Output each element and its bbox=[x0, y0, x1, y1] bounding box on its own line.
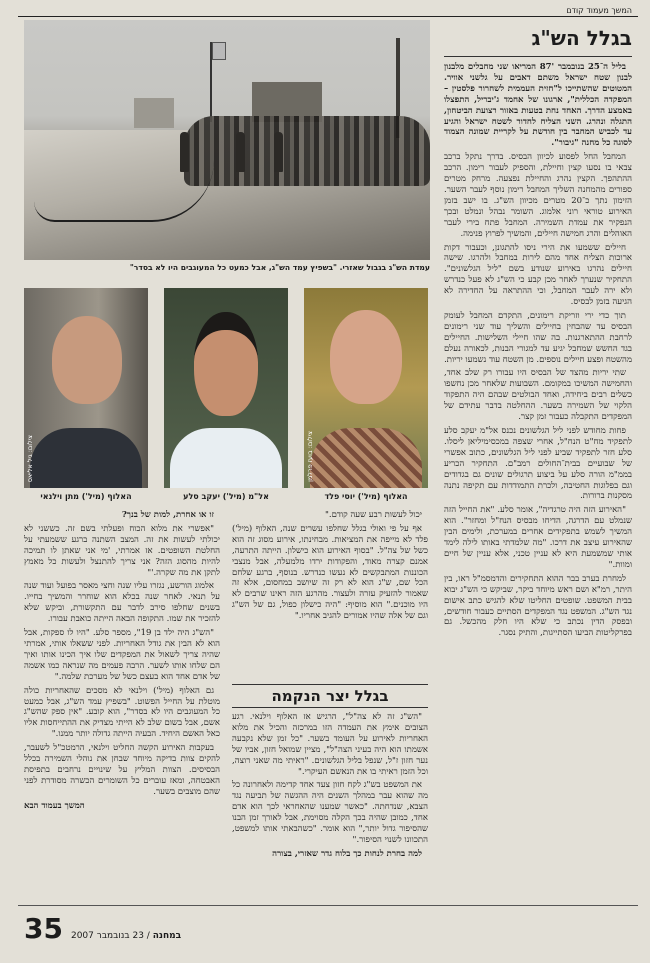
paragraph: "הש"ג היה ילד בן 19", מספר סלע. "היו לו ספקות, אבל הוא לא הבין את גודל האחריות. לפני ששאלו אותי, אמרתי שהיה צריך לשאול את המפקדים שלו איך הכינו אותו ואיך הם שלחו אותו לשער. הרבה פעמים מה שנראה כמו אשמה של אדם אחד הוא בעצם כשל של מערכת שלמה." bbox=[24, 628, 220, 682]
paragraph: פחות מחודש לפני ליל הגלשונים נכנס אל"מ יעקב סלע לתפקיד מח"ט הנח"ל, אחרי שצפה במכסימיליאן ליסלו. סלע חזר לתפקיד שביע לפני ליל הגלשונים, כתוב אפשרי של שבועיים בבית־החולים רמב"ם. התחקיר הכריע בממ"מ הורה סלע על ביצוע תרגולים שונים גם בגדודים וגם בפלוגות החטיבה, ולכרת התמודדות עם תקיפה נתנה מסקנות ברורות. bbox=[444, 426, 632, 502]
paragraph: "הש"ג זה לא צה"ל", הרגיש אז האלוף וילנאי. רגע הצובים אימץ את העמדה הזו במרכזה והכיל את מלוא האחריות לאירוע על העומד בשער. "כל זמן שלא נקבעה אשמתו הוא היה בעיני הצה"ל", מציין שמואל חזון, אביו של נער חזון ז"ל, שנפל בליל הגלשונים. "ראיתי מה שאני רוצה, וכל הזמן ראיתי בו את הנאשם העיקרי." bbox=[232, 712, 428, 777]
paragraph: תוך כדי ירי וזריקת רימונים, התקדם המחבל לעומק הבסיס עד שהבחין בחיילים והשליך עוד שני רימונים לרחבת ההתארגנות. בה שהו חיילי השלישות. החיילים בגד החשש שמחבל יגיע עד למגורי הבנות, לכאורה נעלם מהשטח ופצע חיילים נוספים. מן השטח עוד נשמעו יריות. bbox=[444, 310, 632, 365]
page-number: 35 bbox=[24, 912, 63, 945]
article-headline: בגלל הש"ג bbox=[531, 26, 632, 50]
paragraph: את המשפט בש"ג לקח חזון צעד אחד קדימה ולאחרונה כל מה שהוא עבר במהלך השנים היה ההגשה של תביעה נגד הצבא, שנדחתה. "כאשר שמענו שהאחראי לכך הוא אדם אחד, כמובן שהיה בכך הקלה מסוימת, אבל לאורך זמן הבנו שהסיפור גדול יותר," הוא אומר. "כשהבאתי אותו למשפט, התכוונו לשנוי הסיפור." bbox=[232, 780, 428, 845]
checkpoint-photo bbox=[24, 20, 430, 260]
paragraph: "אפשרי את מלוא הכוח ופעלתי בשם זה. כששני לא יכולתי לעשות את זה. המצב השתנה ברגע ששמעתי על החלטת השופטים. אז אמרתי, 'מי אני שאתן לו תמיכה להיות מהסוג הזה? אני צריך להתנצל ולעשות כל מאמץ לתקן את מה שקרה.'" bbox=[24, 523, 220, 578]
column-2-top bbox=[232, 510, 428, 680]
portrait-vilnai bbox=[24, 288, 148, 488]
flag-icon bbox=[210, 42, 212, 122]
column-3 bbox=[24, 510, 220, 898]
issue-date: 23 בנובמבר 2007 bbox=[70, 931, 144, 941]
paragraph: למחרת בערב בבר ההוא התחקירים והדמסמ"ל ראו, בין היתר, רמ"א ושם ראש מיוחד ביקר, שביקש כי הש"ג יבוא בבית המשפט. שופטים החליטו שלא להגיש כתב אישום נגד הש"ג. המשפט נגד המפקדים הסתיים כעבור חודשים, ובפסק הדין נכתב כי שלא היו חלק מהכשל. גם בפרקליטות הביעו הסתייגות, והתיק נסגר. bbox=[444, 573, 632, 639]
paragraph: "האירוע הזה היה טרגדיה", אומר סלע. "את החייל הזה שנמלט עם הדרגה, הדיחו מבסיס הנח"ל ומחזר". הוא המשיך לשמש בתפקידים אחרים במערכת, ולימים הבין שהאירוע עיצב את דרכו. "מה שלמדתי באותו לילה לימד אותי שמשמעת היא לא עניין טכני, אלא עניין של חיים ומוות." bbox=[444, 505, 632, 570]
paragraph: המחבל החל לפסוע לכיוון הבסיס. בדרך נתקל ברכב צבאי בו נסעו קצין וחיילת, והספיק לעבור רימון. הרכב ההתהפך. הקצין נהרג והחיילת נפצעה. מרחק מטרים ספורים מהמחנה השליך המחבל רימון נוסף לעבר השער. הזימון נתך כ־20 מטרים מכיוון הש"ג. בו ישב בזמן האירוע טוראי רוני אלמוג. השומר נבהל ונמלט ובכך הנפקיר את עמדת השמירה. המחבל פתח בירי לעבר האוהלים והרג חמישה חיילים, והמשיך לפרוץ פנימה. bbox=[444, 152, 632, 239]
subheadline: בגלל יצר הנקמה bbox=[232, 684, 428, 708]
paragraph: יכול לעשות רבע שעה קודם." bbox=[324, 510, 422, 520]
paragraph: אלמוג הורשע, נגזרו עליו שנה וחצי מאסר בפועל ועוד שנה על תנאי. לאחר שנה בכלא הוא שוחרר והמשיך בחייו. בשנים שחלפו סירב לדבר עם התקשורת, וביקש שלא להזכיר את שמו. התקופה הבאה הייתה כואבת עבורו. bbox=[24, 581, 220, 625]
publication-name: במחנה bbox=[152, 931, 182, 941]
paragraph: שתי יריות מהצד של הבסיס היו עבורו רק שלב אחד, והחמישה המשיכו במקומם. השבועות שלאחר מכן נחשפו כשלים רבים ביחידה, ואחד הבולטים שבהם היה התפקוד הלקוי של השמירה בשער. ההחלטה בדבר עתידם של המפקדים התקבלה כעבור זמן קצר. bbox=[444, 368, 632, 423]
portrait-peled bbox=[304, 288, 428, 488]
column-2-bottom bbox=[232, 712, 428, 898]
top-rule bbox=[18, 16, 638, 17]
interview-question: זו או אחרת, למות של בנך? bbox=[121, 510, 214, 520]
page-footer bbox=[24, 912, 181, 945]
footer-meta: במחנה / 23 בנובמבר 2007 bbox=[70, 931, 182, 941]
photo-credit: צילום: בועז פרלמן bbox=[306, 431, 314, 482]
interview-question: למה בחרת לנחות כך בלוח גדר שאזרי, בצורה bbox=[272, 848, 422, 859]
paragraph: אף על פי ואולי בגלל שחלפו עשרים שנה, האלוף (מיל') פלד לא מייפה את המציאות. מבחינתו, אירוע מסוג זה הוא כשל של צה"ל. "בסוף האירוע הוא כישלון. הייתה התרעה, אמנם קצרה מאוד, והפקודות ירדו מלמעלה, אבל מנצבי הכוננות המתבקשים לא נעשו כנדרש. בנוסף, ברגע שלחם הכל שם, ש"ג הוא לא רק זה שיושב במחסום, אלא זה שאמור להזעיק עזרה ולעצור. מהרגע הזה ראינו שרבים לא היו מוכנים." הוא מוסיף: "היה כישלון כפול, גם של הש"ג וגם של אלה שהיו אמורים להגיב אחריו." bbox=[232, 523, 428, 622]
photo-credit: צילום: גיל אליאס bbox=[26, 434, 34, 482]
continued-from-label: המשך מעמוד קודם bbox=[566, 6, 632, 15]
photo-caption: עמדת הש"ג בגבול שאזרי. "בשפיץ עמד הש"ג, אבל כמעט כל המעוגבים היו לא בסדר" bbox=[129, 263, 430, 272]
continued-next-label: המשך בעמוד הבא bbox=[24, 800, 85, 811]
portrait-sela bbox=[164, 288, 288, 488]
paragraph: חיילים ששמעו את הירי ניסו להתגונן, וכעבור דקות ארוכות הצליח אחד מהם לירות במחבל ולהרגו. שישה חיילים נהרגו באירוע שנודע בשם "ליל הגלשונים". התחקיר שנערך לאחר מכן קבע כי הש"ג לא פעל כנדרש ולא ירה לעבר המחבל, וכי ההתראה על החדירה לא הגיעה בזמן לבסיס. bbox=[444, 242, 632, 308]
paragraph: גם האלוף (מיל') וילנאי לא מסכים שהאחריות כולה מוטלת על החייל הפשוט. "בשפיץ עמד הש"ג, אבל כמעט כל המעוגבים היו לא בסדר", הוא קובע. "אין ספק שהש"ג אשם, אבל בשום שלב לא הייתי מצדיק את ההתייחסות אליו כאל האשם היחיד. הבעיה הייתה גדולה יותר ממנו." bbox=[24, 685, 220, 740]
column-1 bbox=[444, 62, 632, 900]
portrait-caption: האלוף (מיל') מתן וילנאי bbox=[40, 492, 132, 501]
portrait-caption: האלוף (מיל') יוסי פלד bbox=[324, 492, 408, 501]
paragraph: בליל ה־25 בנובמבר '87 המריאו שני מחבלים מלבנון לבנון שטח ישראל משתם דאבים על גלשני אוויר. המטוטים שהשתייכו ל"חזית העממית לשחרור פלסטין – המפקדה הכללית", ארגונו של אחמד ג'יבריל, התפצלו באמצע הדרך. האחד נחת בטעות באזור רצועת הביטחון, התגלה ונהרג. השני הצליח לחדור לשטח ישראל והגיע עד לכביש המחבר בין חודשת על לקריית שמונה הצמוד לסוגה כל מחנה "גיבור". bbox=[444, 62, 632, 149]
portrait-caption: אל"מ (מיל') יעקב סלע bbox=[183, 492, 269, 501]
paragraph: בעקבות האירוע הקשה החליט וילנאי, הרמטכ"ל לשעבר, להקים צוות בדיקה מיוחד שבחן את נוהלי השמירה בכלל הבסיסים. הצוות המליץ על שינויים נרחבים בתפיסת האבטחה, ומאז עוברים כל השומרים הכשרה מסודרת לפני שהם מוצבים בשער. bbox=[24, 743, 220, 797]
